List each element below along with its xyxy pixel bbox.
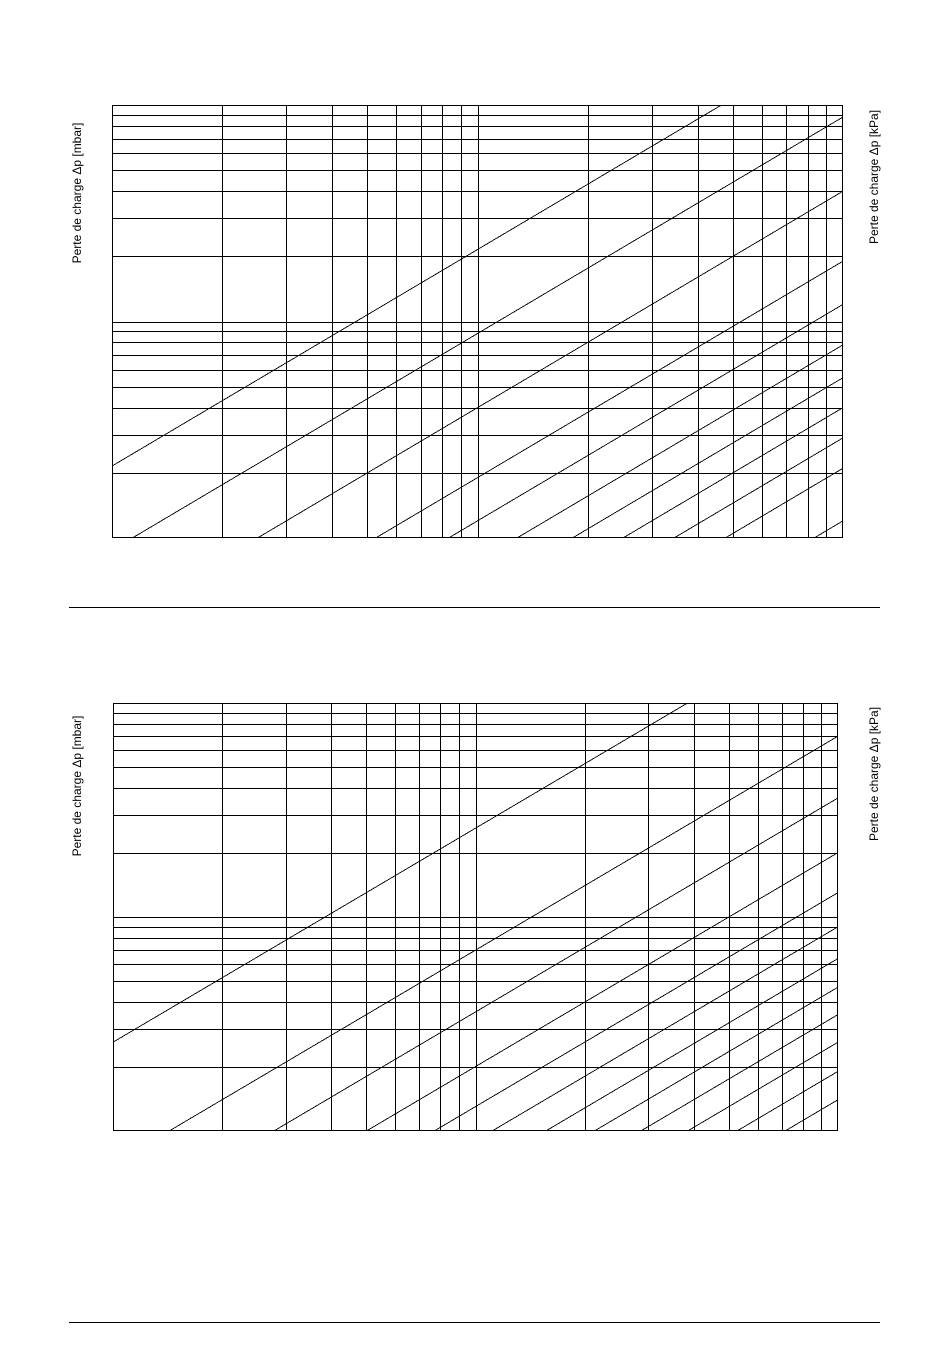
chart-1 (112, 105, 843, 538)
chart-2-right-axis-label: Perte de charge Δp [kPa] (867, 706, 881, 842)
section-divider (69, 607, 880, 608)
chart-2-left-axis-label: Perte de charge Δp [mbar] (70, 715, 84, 857)
chart-1-right-axis-label: Perte de charge Δp [kPa] (867, 109, 881, 245)
chart-2 (113, 703, 838, 1131)
chart-1-left-axis-label: Perte de charge Δp [mbar] (70, 122, 84, 264)
footer-divider (69, 1322, 880, 1323)
